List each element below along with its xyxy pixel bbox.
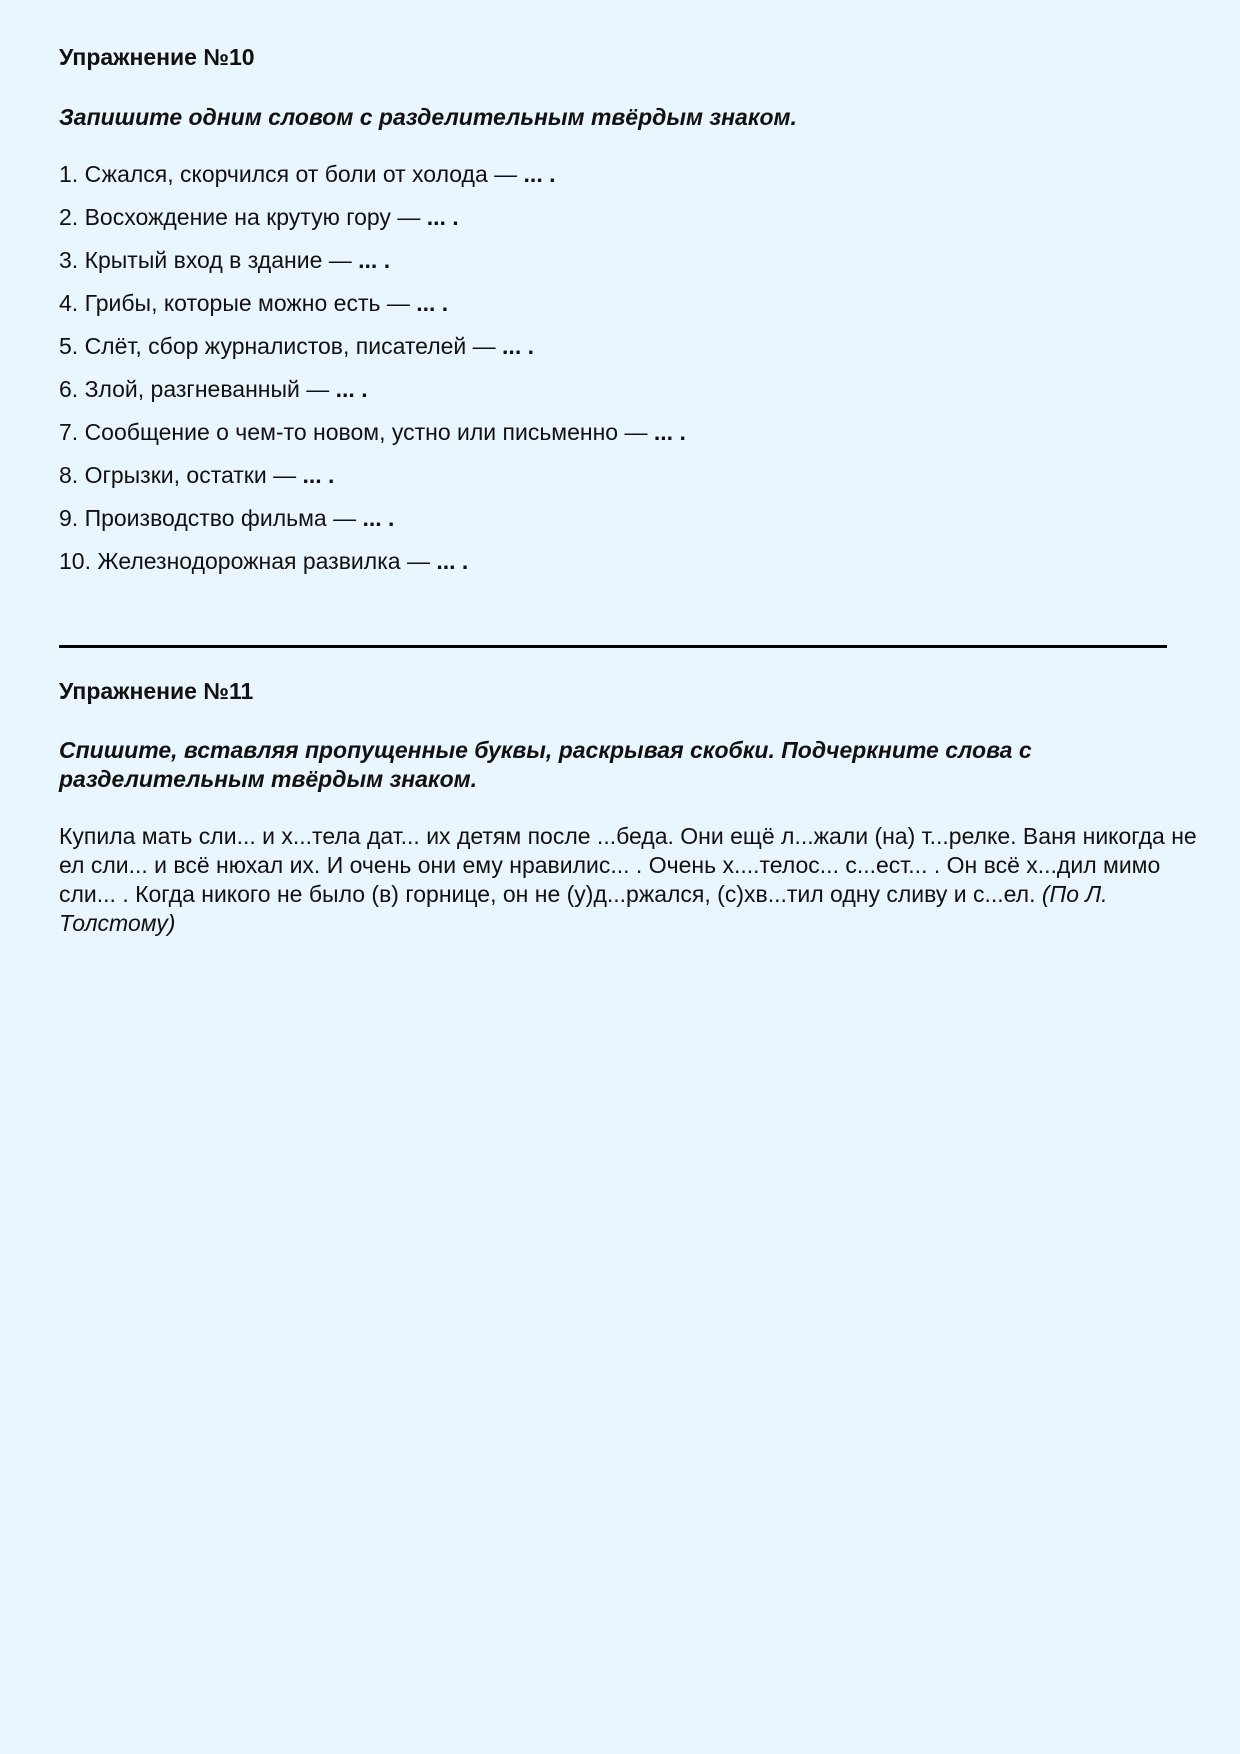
- item-text: 10. Железнодорожная развилка —: [59, 548, 437, 574]
- list-item: [59, 325, 686, 368]
- list-item: [59, 411, 686, 454]
- exercise-11-text: [59, 822, 1199, 938]
- item-blank: ... .: [416, 290, 449, 316]
- item-blank: ... .: [502, 333, 534, 359]
- item-blank: ... .: [358, 247, 391, 273]
- item-text: 2. Восхождение на крутую гору —: [59, 204, 427, 230]
- item-text: 4. Грибы, которые можно есть —: [59, 290, 417, 316]
- item-text: 3. Крытый вход в здание —: [59, 247, 359, 273]
- item-text: 5. Слёт, сбор журналистов, писателей —: [59, 333, 503, 359]
- section-divider: [59, 645, 1167, 648]
- list-item: [59, 239, 686, 282]
- item-text: 8. Огрызки, остатки —: [59, 462, 303, 488]
- list-item: [59, 454, 686, 497]
- list-item: [59, 497, 686, 540]
- item-blank: ... .: [523, 161, 556, 187]
- list-item: [59, 282, 686, 325]
- item-text: 9. Производство фильма —: [59, 505, 363, 531]
- item-blank: ... .: [653, 419, 686, 445]
- item-text: 6. Злой, разгневанный —: [59, 376, 336, 402]
- item-blank: ... .: [362, 505, 395, 531]
- list-item: [59, 153, 686, 196]
- item-text: 1. Сжался, скорчился от боли от холода —: [59, 161, 524, 187]
- item-blank: ... .: [302, 462, 335, 488]
- item-blank: ... .: [436, 548, 469, 574]
- list-item: [59, 540, 686, 583]
- item-text: 7. Сообщение о чем-то новом, устно или письменно —: [59, 419, 654, 445]
- list-item: [59, 196, 686, 239]
- exercise-11-body: Купила мать сли... и х...тела дат... их детям после ...беда. Они ещё л...жали (на) т...релке. Ваня никогда не ел сли... и всё нюхал их. И очень они ему нравилис... . Очень х....телос... с...ест... . Он всё х...дил мимо сли... . Когда никого не было (в) горнице, он не (у)д...ржался, (с)хв...тил одну сливу и с...ел.: [59, 823, 1197, 907]
- exercise-11-title: Упражнение №11: [59, 678, 254, 704]
- exercise-11-task: Спишите, вставляя пропущенные буквы, раскрывая скобки. Подчеркните слова с разделительным твёрдым знаком.: [59, 737, 1032, 792]
- list-item: [59, 368, 686, 411]
- exercise-10-task: Запишите одним словом с разделительным твёрдым знаком.: [59, 104, 797, 130]
- item-blank: ... .: [426, 204, 459, 230]
- item-blank: ... .: [335, 376, 368, 402]
- exercise-10-title: Упражнение №10: [59, 44, 255, 70]
- exercise-11-source: (По Л. Толстому): [59, 881, 1108, 936]
- exercise-10-list: [59, 153, 686, 583]
